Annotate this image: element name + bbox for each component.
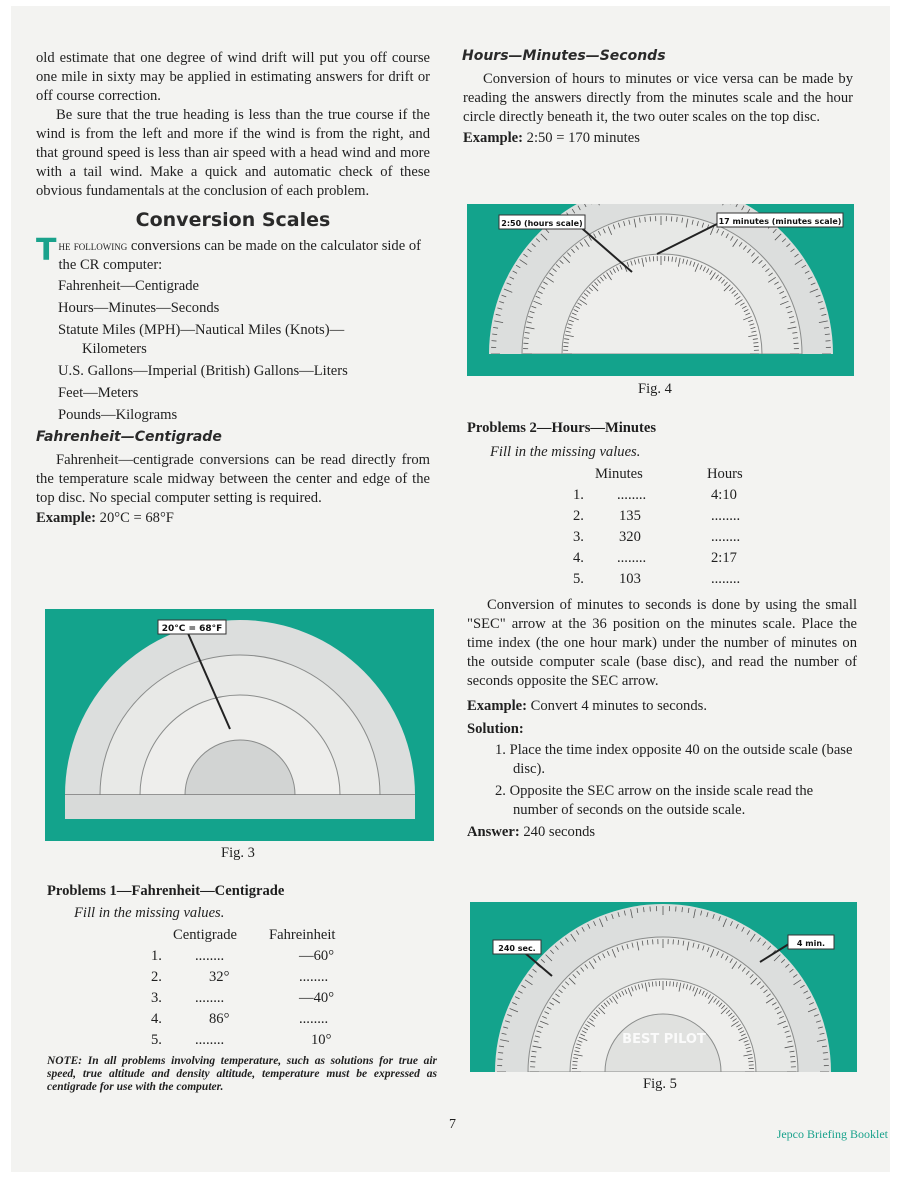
lead-rest: conversions can be made on the calculator side of the CR computer: [58,238,422,273]
conversion-scales-heading: Conversion Scales [135,209,331,231]
cell: ........ [617,487,647,503]
row-num: 1. [151,948,162,964]
column-header: Centigrade [173,927,238,943]
list-item: Kilometers [82,341,147,357]
problems-2-table [573,464,787,590]
figure-4 [467,204,854,376]
conversion-list [36,277,430,425]
answer [467,823,857,842]
page-number: 7 [449,1117,456,1132]
computer-dial-image [470,902,857,1072]
sec-paragraph: Conversion of minutes to seconds is done by using the small "SEC" arrow at the 36 position on the minutes scale. Place the time index (the one hour mark) under the number of minutes on the outside computer scale (base disc), and read the number of seconds opposite the SEC arrow. [467,597,857,689]
answer-label: Answer: [467,824,520,840]
row-num: 4. [573,550,584,566]
cell: 320 [619,529,641,545]
fig4-callout-left: 2:50 (hours scale) [501,219,583,228]
intro-paragraph-2: Be sure that the true heading is less than the true course if the wind is from the left and more if the wind is from the right, and that ground speed is less than air speed with a head wind and more with a tail wind. Make a quick and automatic check of these obvious fundamentals at the conclusion of each problem. [36,107,430,199]
example-label: Example: [36,510,96,526]
cell: ........ [195,948,225,964]
row-num: 2. [151,969,162,985]
problems-1-subtitle: Fill in the missing values. [74,905,225,921]
list-item: Statute Miles (MPH)—Nautical Miles (Knots)— [58,322,345,338]
example-label: Example: [467,698,527,714]
cell: ........ [195,990,225,1006]
cell: 10° [311,1032,332,1048]
row-num: 3. [151,990,162,1006]
cell: 2:17 [711,550,737,566]
list-item: Hours—Minutes—Seconds [58,300,220,316]
sec-example [467,697,857,716]
problems-2-title: Problems 2—Hours—Minutes [467,420,657,436]
cell: —40° [299,990,335,1006]
column-header: Fahreinheit [269,927,336,943]
table-row [573,485,787,506]
cell: ........ [195,1032,225,1048]
list-item: Feet—Meters [58,385,139,401]
drop-cap: T [36,233,57,268]
table-row [573,527,787,548]
cell: ........ [711,529,741,545]
problems-1 [47,882,437,1094]
cell: ........ [299,969,329,985]
table-row [573,569,787,590]
computer-dial-image [467,204,854,376]
problems-2 [467,419,857,842]
cell: —60° [299,948,335,964]
problems-1-table [151,925,369,1051]
answer-value: 240 seconds [523,824,596,840]
table-row [151,1009,369,1030]
row-num: 3. [573,529,584,545]
row-num: 5. [573,571,584,587]
fc-example [36,509,430,528]
fig3-caption: Fig. 3 [221,845,255,861]
row-num: 1. [573,487,584,503]
fig4-caption: Fig. 4 [638,381,672,397]
watermark: BEST PILOT [622,1032,706,1047]
cell: 4:10 [711,487,737,503]
conversions-lead [36,233,430,275]
list-item: 1. Place the time index opposite 40 on the outside scale (base disc). [495,742,853,777]
cell: ........ [711,508,741,524]
intro-paragraph-1: old estimate that one degree of wind drift will put you off course one mile in sixty may be applied in estimating answers for drift or off course correction. [36,50,430,104]
fc-paragraph: Fahrenheit—centigrade conversions can be read directly from the temperature scale midway between the center and edge of the top disc. No special computer setting is required. [36,452,430,506]
problems-2-subtitle: Fill in the missing values. [490,444,641,460]
fig5-callout-left: 240 sec. [498,944,536,953]
problems-1-title: Problems 1—Fahrenheit—Centigrade [47,883,285,899]
column-header: Minutes [595,466,643,482]
cell: 86° [209,1011,230,1027]
list-item: U.S. Gallons—Imperial (British) Gallons—Liters [58,363,348,379]
figure-5 [470,902,857,1072]
example-label: Example: [463,130,523,146]
cell: ........ [617,550,647,566]
table-row [151,946,369,967]
cell: ........ [299,1011,329,1027]
solution-label: Solution: [467,721,524,737]
fahrenheit-centigrade-heading: Fahrenheit—Centigrade [36,429,222,445]
list-item: 2. Opposite the SEC arrow on the inside scale read the number of seconds on the outside scale. [495,783,814,818]
table-row [151,967,369,988]
cell: 103 [619,571,641,587]
hours-minutes-seconds-heading: Hours—Minutes—Seconds [462,48,666,64]
hms-paragraph: Conversion of hours to minutes or vice versa can be made by reading the answers directly from the minutes scale and the hour circle directly beneath it, the two outer scales on the top disc. [463,71,853,125]
row-num: 5. [151,1032,162,1048]
hms-example [463,129,853,148]
cell: 135 [619,508,641,524]
example-value: 2:50 = 170 minutes [526,130,640,146]
table-row [151,1030,369,1051]
fig3-callout: 20°C = 68°F [161,624,223,634]
right-column [455,47,853,148]
list-item: Pounds—Kilograms [58,407,178,423]
left-column [36,49,430,528]
footer-booklet-name: Jepco Briefing Booklet [776,1127,888,1141]
lead-smallcaps: he following [58,238,128,253]
list-item: Fahrenheit—Centigrade [58,278,200,294]
solution-steps [467,741,857,820]
table-row [573,506,787,527]
fig5-callout-right: 4 min. [796,939,826,948]
column-header: Hours [707,466,743,482]
row-num: 4. [151,1011,162,1027]
example-value: 20°C = 68°F [99,510,174,526]
figure-3 [45,609,434,841]
cell: 32° [209,969,230,985]
row-num: 2. [573,508,584,524]
example-value: Convert 4 minutes to seconds. [530,698,707,714]
table-row [151,988,369,1009]
table-row [573,548,787,569]
fig4-callout-right: 17 minutes (minutes scale) [718,217,842,226]
temperature-note: NOTE: In all problems involving temperature, such as solutions for true air speed, true altitude and density altitude, temperature must be expressed as centigrade for use with the computer. [47,1055,437,1093]
computer-dial-image [45,609,434,841]
fig5-caption: Fig. 5 [643,1076,677,1092]
cell: ........ [711,571,741,587]
